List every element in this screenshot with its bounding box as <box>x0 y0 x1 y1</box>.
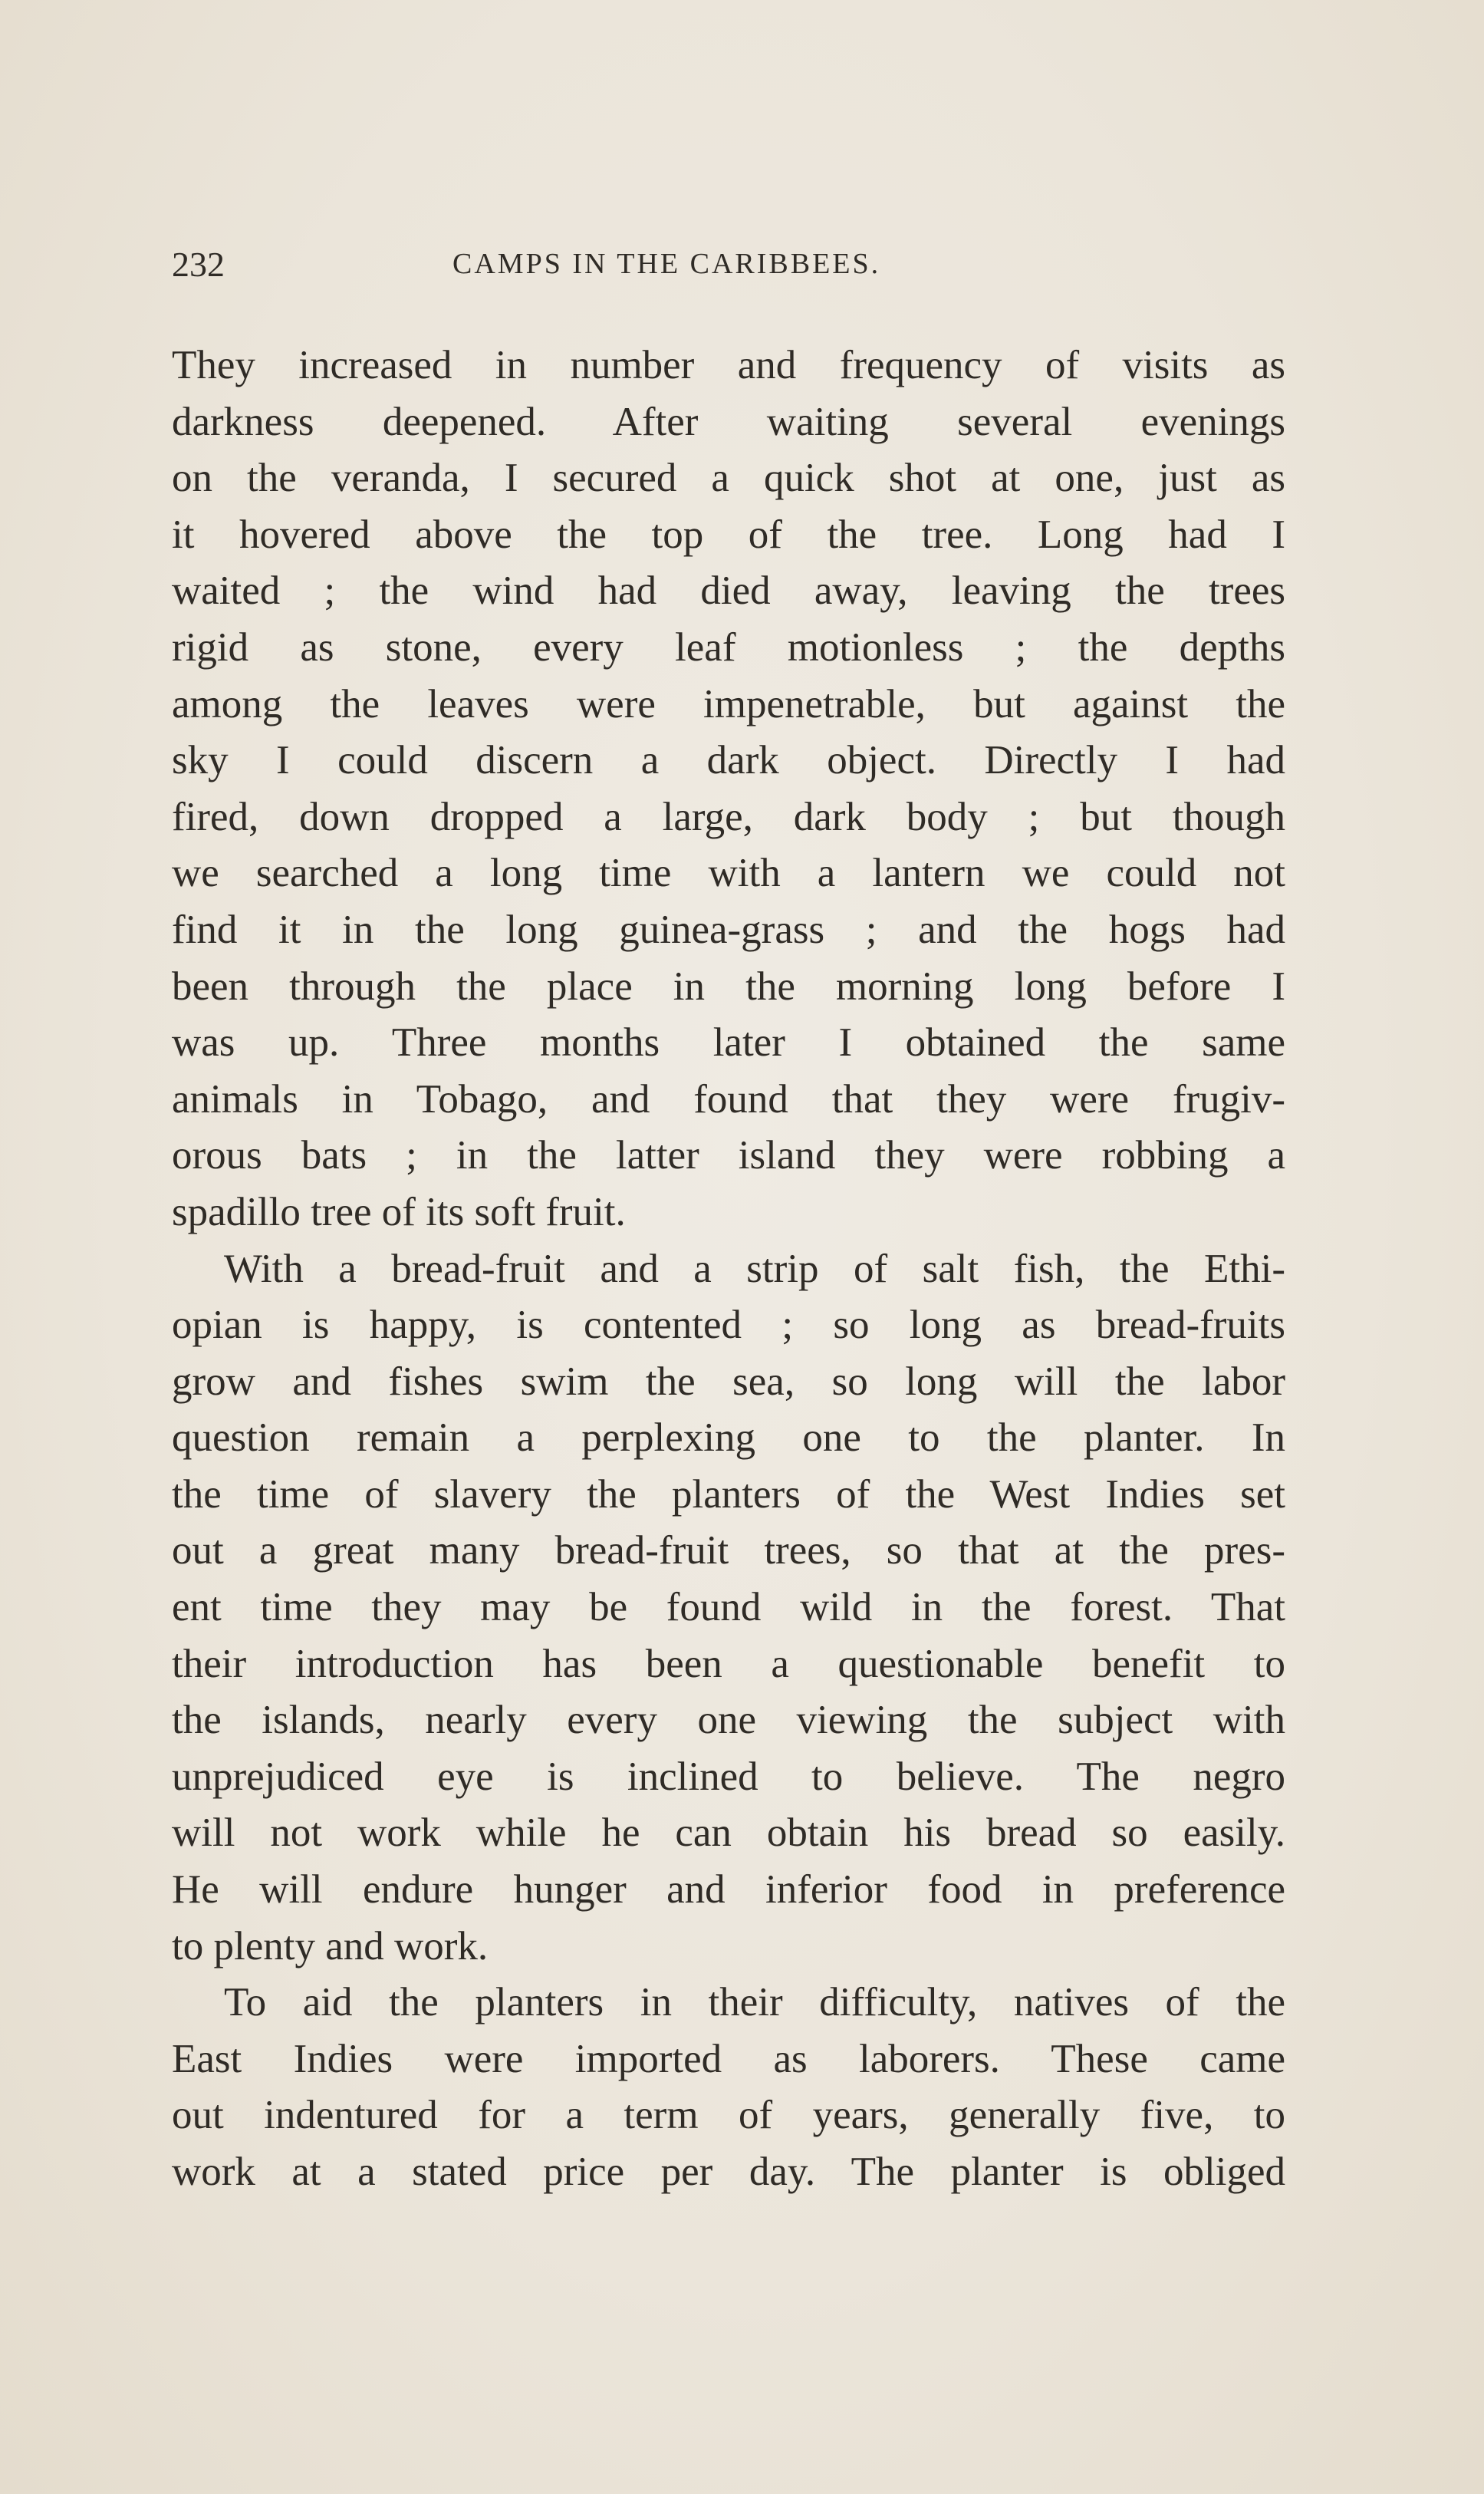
text-line: find it in the long guinea-grass ; and the hogs had <box>172 907 1285 952</box>
text-line: sky I could discern a dark object. Directly I had <box>172 738 1285 783</box>
text-line: darkness deepened. After waiting several evenings <box>172 399 1285 444</box>
text-line: East Indies were imported as laborers. These came <box>172 2036 1285 2081</box>
page-header <box>172 244 1285 290</box>
text-line: orous bats ; in the latter island they were robbing a <box>172 1133 1285 1178</box>
text-line: With a bread-fruit and a strip of salt fish, the Ethi- <box>224 1246 1285 1291</box>
text-line: their introduction has been a questionable benefit to <box>172 1641 1285 1686</box>
text-line: spadillo tree of its soft fruit. <box>172 1189 626 1234</box>
page-number: 232 <box>172 245 225 284</box>
text-line: out a great many bread-fruit trees, so that at the pres- <box>172 1528 1285 1573</box>
text-line: the time of slavery the planters of the West Indies set <box>172 1471 1285 1517</box>
text-line: work at a stated price per day. The planter is obliged <box>172 2150 1285 2194</box>
text-line: fired, down dropped a large, dark body ; but though <box>172 794 1285 839</box>
text-line: been through the place in the morning long before I <box>172 964 1285 1009</box>
text-line: rigid as stone, every leaf motionless ; the depths <box>172 624 1285 670</box>
text-line: He will endure hunger and inferior food in preference <box>172 1867 1285 1913</box>
text-line: ent time they may be found wild in the forest. That <box>172 1585 1285 1630</box>
text-line: opian is happy, is contented ; so long as bread-fruits <box>172 1303 1285 1348</box>
text-line: will not work while he can obtain his bread so easily. <box>172 1810 1285 1856</box>
text-line: out indentured for a term of years, generally five, to <box>172 2093 1285 2138</box>
body-text <box>172 338 1285 2201</box>
text-line: we searched a long time with a lantern we could not <box>172 851 1285 896</box>
text-line: to plenty and work. <box>172 1923 489 1969</box>
running-title: CAMPS IN THE CARIBBEES. <box>452 248 881 280</box>
text-line: They increased in number and frequency of visits as <box>172 343 1285 387</box>
text-line: on the veranda, I secured a quick shot at one, just as <box>172 456 1285 501</box>
text-line: unprejudiced eye is inclined to believe. The negro <box>172 1754 1285 1799</box>
text-line: the islands, nearly every one viewing the subject with <box>172 1698 1285 1743</box>
text-line: waited ; the wind had died away, leaving the trees <box>172 568 1285 614</box>
text-line: was up. Three months later I obtained the same <box>172 1020 1285 1066</box>
text-line: animals in Tobago, and found that they were frugiv- <box>172 1076 1285 1122</box>
text-line: among the leaves were impenetrable, but against the <box>172 681 1285 726</box>
text-line: grow and fishes swim the sea, so long will the labor <box>172 1359 1285 1404</box>
text-line: it hovered above the top of the tree. Long had I <box>172 512 1285 557</box>
text-line: To aid the planters in their difficulty, natives of the <box>224 1980 1285 2025</box>
text-line: question remain a perplexing one to the planter. In <box>172 1415 1285 1461</box>
